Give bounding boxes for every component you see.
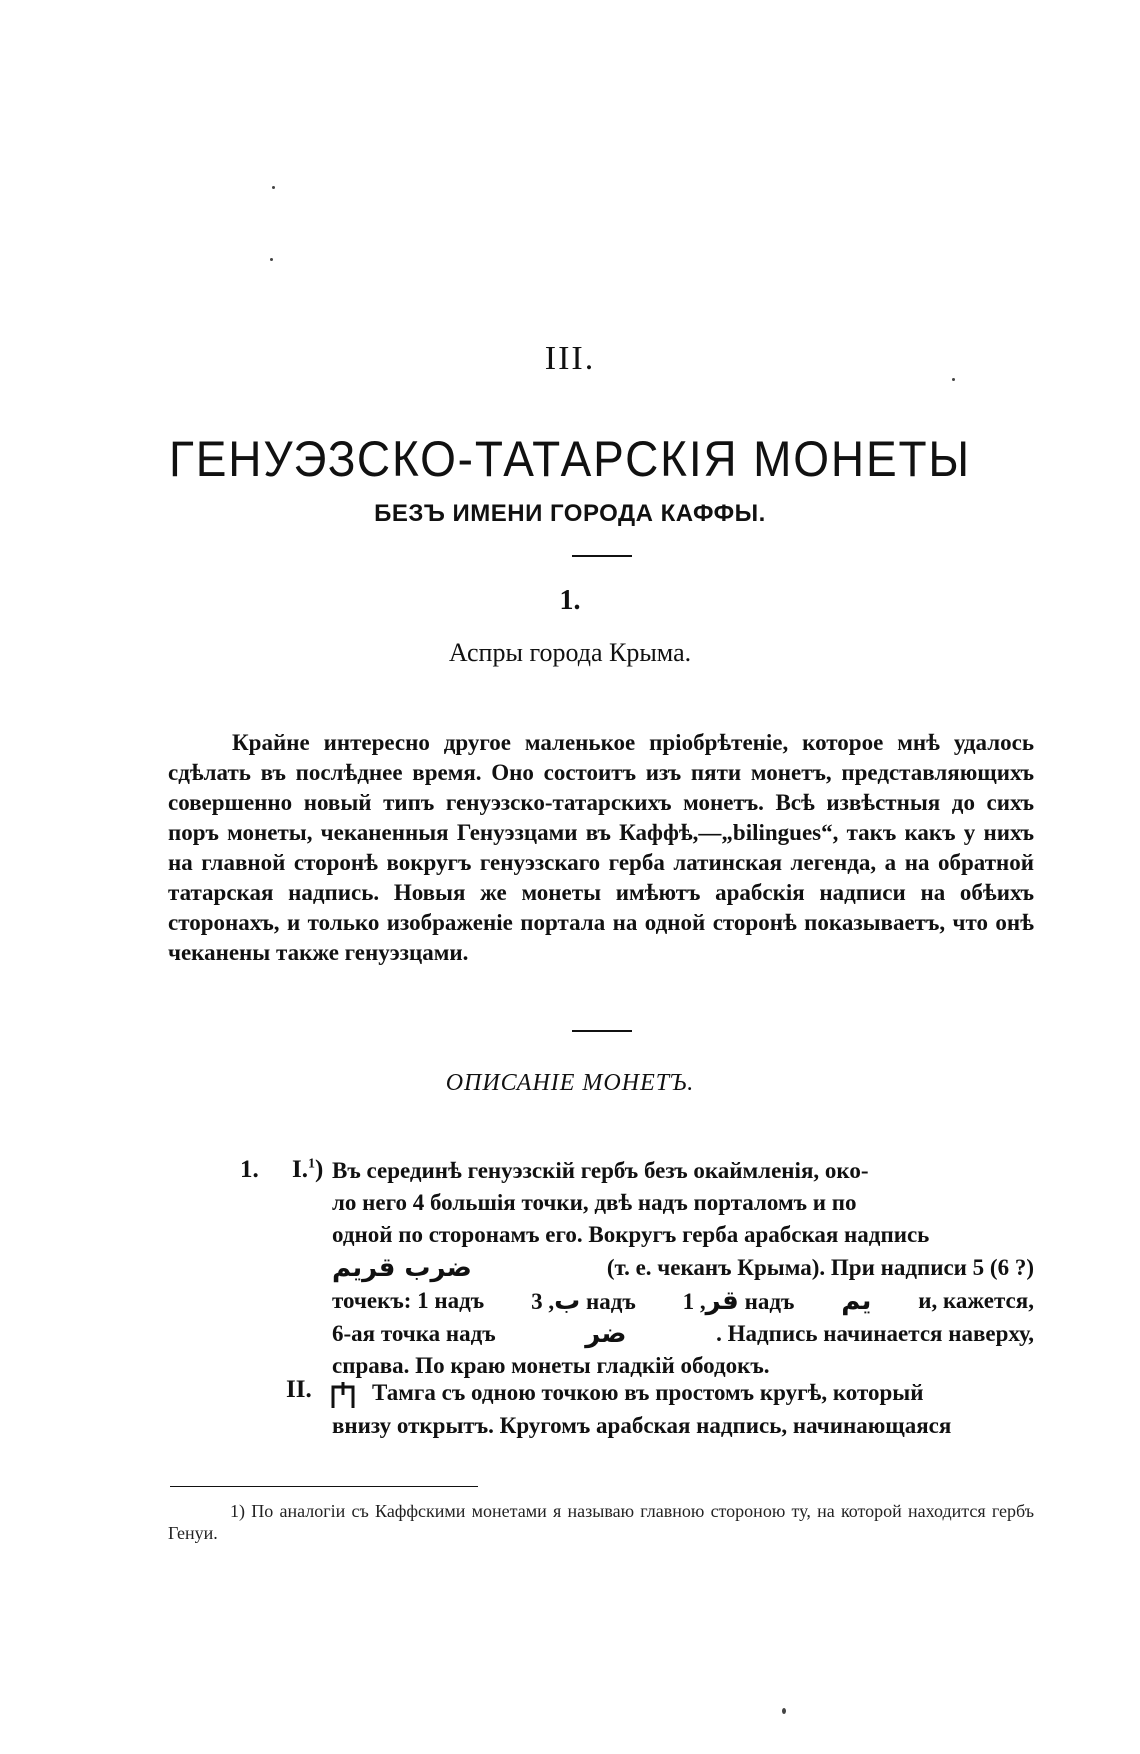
footnote-ref: 1 — [307, 1156, 315, 1172]
reverse-line-2: внизу открытъ. Кругомъ арабская надпись, начинающаяся — [332, 1413, 952, 1438]
divider-rule — [572, 555, 632, 557]
obverse-line-6: 6-ая точка надъ ضر . Надпись начинается наверху, — [332, 1319, 1034, 1349]
arabic-letters-dr: ضر — [585, 1319, 627, 1349]
line4-text: (т. е. чеканъ Крыма). При надписи 5 (6 ?) — [606, 1255, 1034, 1280]
section-title: Аспры города Крыма. — [448, 638, 692, 667]
section-number: 1. — [559, 585, 581, 616]
reverse-marker: II. — [286, 1376, 312, 1403]
arabic-legend: ضرب قريم — [332, 1253, 472, 1283]
entry-number: 1. — [240, 1156, 259, 1183]
obverse-line-2: ло него 4 большія точки, двѣ надъ порталомъ и по — [332, 1190, 857, 1215]
tamga-icon — [330, 1381, 356, 1409]
arabic-letters-ym: يم — [841, 1286, 872, 1316]
footnote-rule — [170, 1486, 478, 1487]
divider-rule — [572, 1030, 632, 1032]
chapter-title: ГЕНУЭЗСКО-ТАТАРСКІЯ МОНЕТЫ — [169, 431, 971, 487]
obverse-line-4 — [332, 1252, 1034, 1284]
obverse-marker: I.$^1$) — [292, 1156, 324, 1183]
arabic-letters-qr: قر — [705, 1286, 739, 1316]
obverse-line-3: одной по сторонамъ его. Вокругъ герба арабская надпись — [332, 1222, 930, 1247]
arabic-letter-ba: ب — [554, 1286, 581, 1316]
chapter-number: III. — [544, 340, 596, 377]
reverse-line-1: Тамга съ одною точкою въ простомъ кругѣ, который — [372, 1380, 924, 1405]
speck — [270, 258, 273, 261]
obverse-line-5: точекъ: 1 надъ ب, 3 надъ قر, 1 надъ يم и, кажется, — [332, 1286, 1034, 1316]
speck — [952, 378, 955, 381]
obverse-line-7: справа. По краю монеты гладкій ободокъ. — [332, 1353, 770, 1378]
description-heading: ОПИСАНІЕ МОНЕТЪ. — [445, 1070, 695, 1096]
footnote-text: По аналогіи съ Каффскими монетами я называю главною стороною ту, на которой находится гербъ Генуи. — [168, 1501, 1034, 1543]
footnote — [168, 1500, 1034, 1544]
chapter-subtitle: БЕЗЪ ИМЕНИ ГОРОДА КАФФЫ. — [374, 500, 766, 527]
speck — [782, 1708, 786, 1714]
footnote-marker: 1) — [230, 1501, 245, 1521]
obverse-line-1: Въ серединѣ генуэзскій гербъ безъ окаймленія, око- — [332, 1158, 869, 1183]
speck — [272, 186, 275, 189]
intro-paragraph: Крайне интересно другое маленькое пріобрѣтеніе, которое мнѣ удалось сдѣлать въ послѣднее время. Оно состоитъ изъ пяти монетъ, представляющихъ совершенно новый типъ генуэзско-татарскихъ монетъ. Всѣ извѣстныя до сихъ поръ монеты, чеканенныя Генуэзцами въ Каффѣ,—„bilingues“, такъ какъ у нихъ на главной сторонѣ вокругъ генуэзскаго герба латинская легенда, а на обратной татарская надпись. Новыя же монеты имѣютъ арабскія надписи на обѣихъ сторонахъ, и только изображеніе портала на одной сторонѣ показываетъ, что онѣ чеканены также генуэзцами. — [168, 730, 1034, 965]
